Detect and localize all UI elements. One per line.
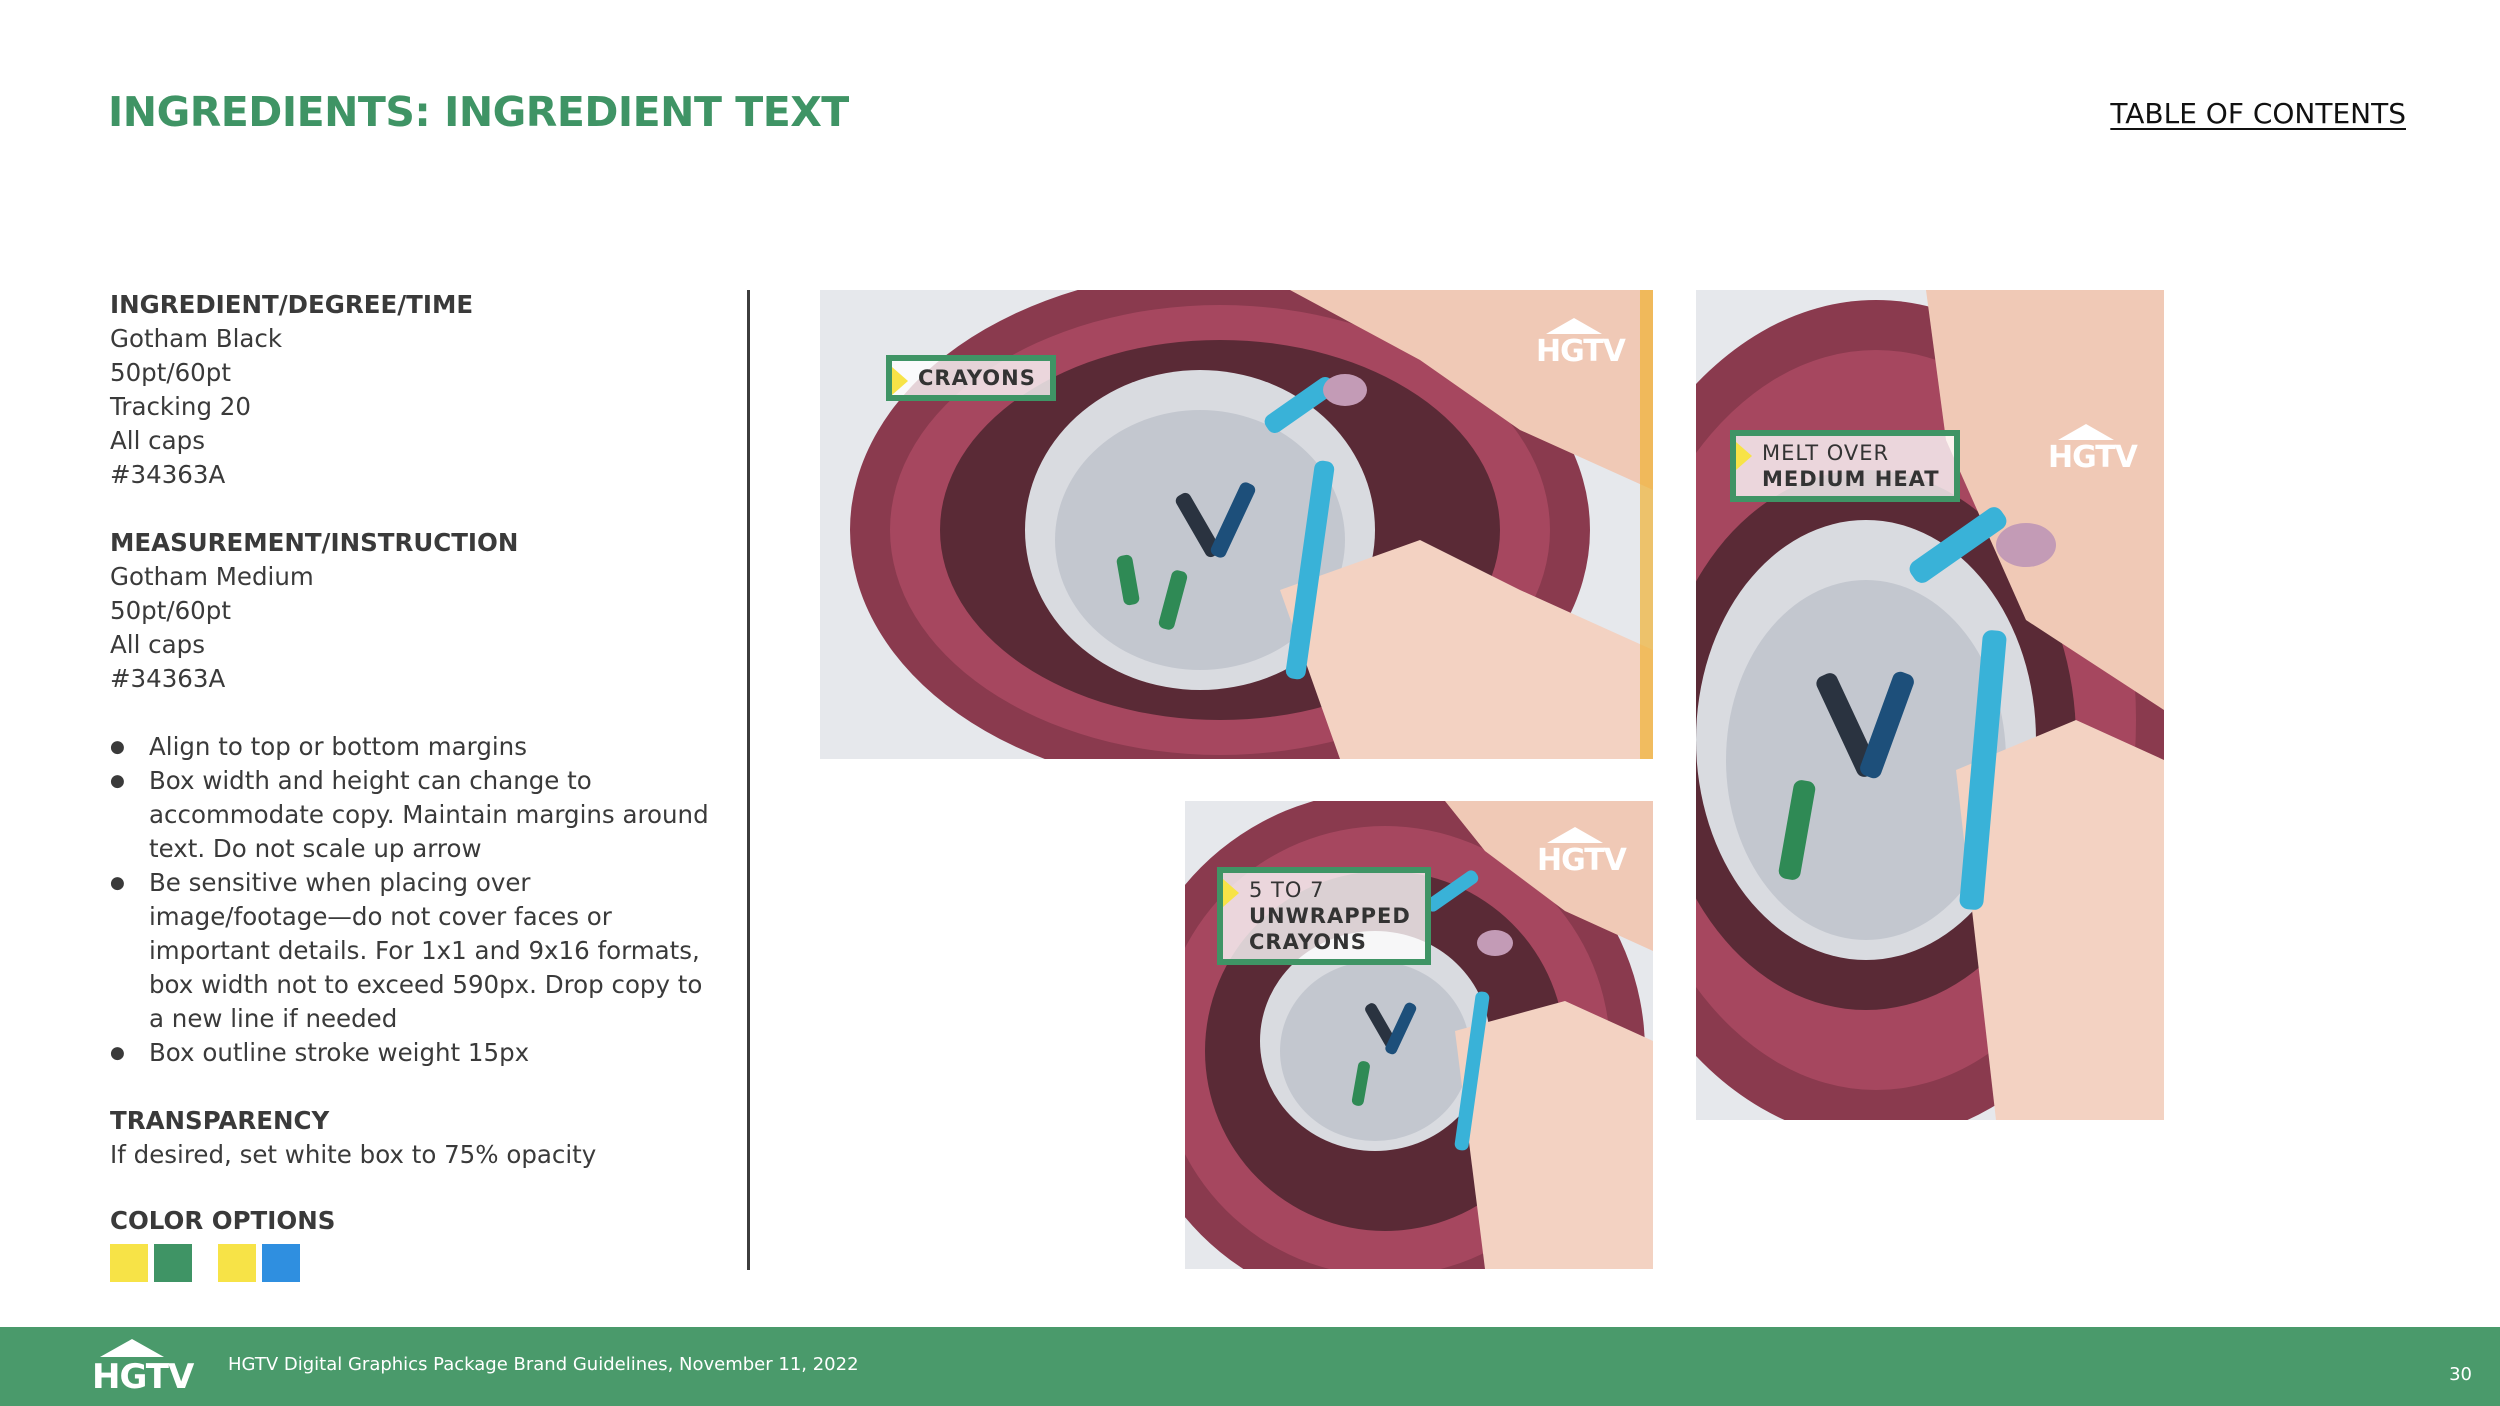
hgtv-logo: HGTV (92, 1357, 193, 1397)
ingredient-tag (1217, 867, 1431, 965)
spec-panel (110, 288, 710, 1282)
example-square-image (1185, 801, 1653, 1269)
hgtv-logo: HGTV (1536, 334, 1625, 369)
measurement-line: #34363A (110, 664, 226, 693)
measurement-line: 50pt/60pt (110, 596, 231, 625)
guideline-item: ● Box width and height can change to accommodate copy. Maintain margins around text. Do not scale up arrow (110, 764, 710, 866)
measurement-line: All caps (110, 630, 205, 659)
arrow-icon (1223, 879, 1239, 907)
ingredient-line: Gotham Black (110, 324, 283, 353)
hgtv-logo: HGTV (2048, 440, 2137, 475)
swatch-yellow (110, 1244, 148, 1282)
example-portrait-image (1696, 290, 2164, 1120)
ingredient-tag (886, 355, 1056, 401)
arrow-icon (892, 367, 908, 395)
page-title: INGREDIENTS: INGREDIENT TEXT (108, 88, 849, 136)
table-of-contents-link[interactable]: TABLE OF CONTENTS (2110, 97, 2406, 130)
tag-text: 5 TO 7 (1249, 878, 1325, 902)
guideline-item: ● Align to top or bottom margins (110, 730, 710, 764)
arrow-icon (1736, 442, 1752, 470)
guideline-item: ● Be sensitive when placing over image/footage—do not cover faces or important details. For 1x1 and 9x16 formats, box width not to exceed 590px. Drop copy to a new line if needed (110, 866, 710, 1036)
guideline-list (110, 730, 710, 1070)
crayon-pot-photo (1696, 290, 2164, 1120)
color-swatches (110, 1244, 710, 1282)
ingredient-line: 50pt/60pt (110, 358, 231, 387)
ingredient-line: All caps (110, 426, 205, 455)
example-landscape-image (820, 290, 1653, 759)
ingredient-line: Tracking 20 (110, 392, 251, 421)
swatch-green (154, 1244, 192, 1282)
page-number: 30 (2449, 1364, 2472, 1385)
hgtv-logo: HGTV (1537, 843, 1626, 878)
divider (747, 290, 750, 1270)
ingredient-line: #34363A (110, 460, 226, 489)
tag-text: CRAYONS (1249, 930, 1367, 954)
measurement-line: Gotham Medium (110, 562, 314, 591)
footer-text: HGTV Digital Graphics Package Brand Guidelines, November 11, 2022 (228, 1354, 859, 1375)
tag-text: MEDIUM HEAT (1762, 467, 1940, 491)
footer-bar (0, 1327, 2500, 1406)
transparency-heading: TRANSPARENCY (110, 1106, 330, 1135)
tag-text: UNWRAPPED (1249, 904, 1411, 928)
tag-text: MELT OVER (1762, 441, 1890, 465)
guideline-item: ● Box outline stroke weight 15px (110, 1036, 710, 1070)
instruction-tag (1730, 430, 1960, 502)
color-options-heading: COLOR OPTIONS (110, 1206, 336, 1235)
swatch-blue (262, 1244, 300, 1282)
swatch-yellow (218, 1244, 256, 1282)
ingredient-heading: INGREDIENT/DEGREE/TIME (110, 290, 474, 319)
measurement-heading: MEASUREMENT/INSTRUCTION (110, 528, 519, 557)
transparency-text: If desired, set white box to 75% opacity (110, 1140, 597, 1169)
tag-text: CRAYONS (918, 366, 1036, 390)
